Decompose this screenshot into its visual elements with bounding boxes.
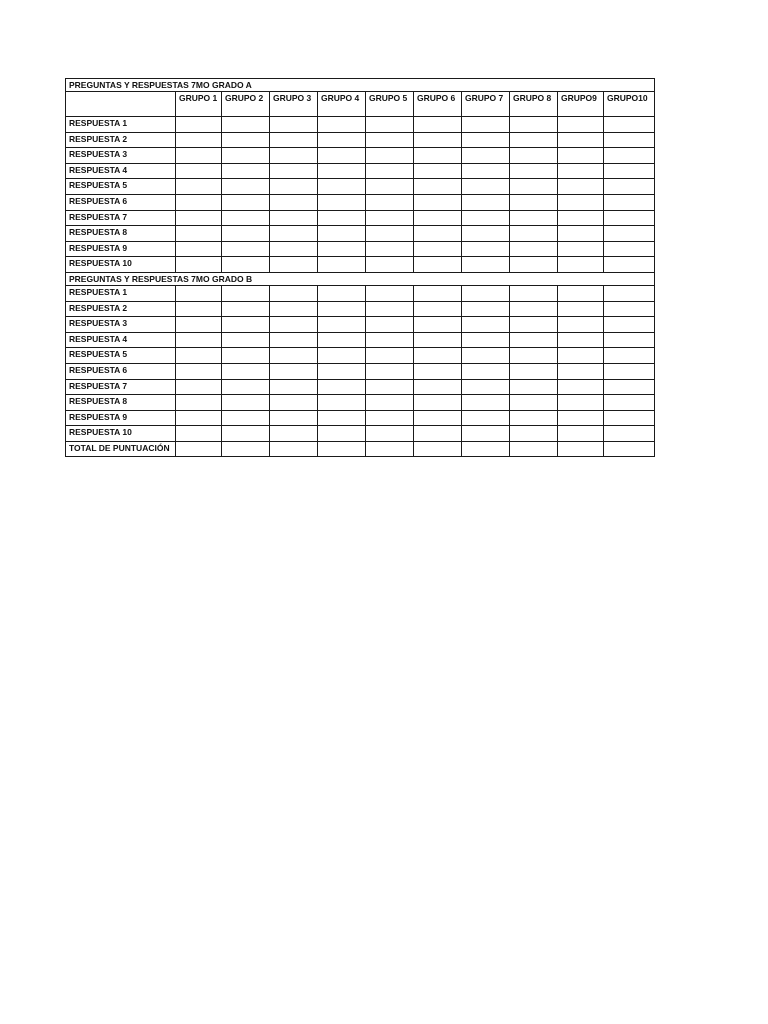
score-cell[interactable] <box>318 285 366 301</box>
score-cell[interactable] <box>510 441 558 457</box>
score-cell[interactable] <box>318 163 366 179</box>
score-cell[interactable] <box>604 285 655 301</box>
score-cell[interactable] <box>318 348 366 364</box>
score-cell[interactable] <box>222 348 270 364</box>
score-cell[interactable] <box>462 363 510 379</box>
score-cell[interactable] <box>318 194 366 210</box>
score-cell[interactable] <box>318 117 366 133</box>
score-cell[interactable] <box>366 194 414 210</box>
score-cell[interactable] <box>318 241 366 257</box>
score-cell[interactable] <box>270 363 318 379</box>
score-cell[interactable] <box>222 210 270 226</box>
score-cell[interactable] <box>270 441 318 457</box>
row-label: RESPUESTA 2 <box>66 301 176 317</box>
section-a-row <box>66 179 655 195</box>
score-cell[interactable] <box>366 348 414 364</box>
score-cell[interactable] <box>176 117 222 133</box>
section-b-row <box>66 301 655 317</box>
group-header-cell: GRUPO 2 <box>222 92 270 117</box>
score-cell[interactable] <box>270 179 318 195</box>
group-header-cell: GRUPO 5 <box>366 92 414 117</box>
score-cell[interactable] <box>510 301 558 317</box>
section-b-row <box>66 332 655 348</box>
score-cell[interactable] <box>366 210 414 226</box>
row-label: RESPUESTA 6 <box>66 194 176 210</box>
row-label: RESPUESTA 8 <box>66 226 176 242</box>
score-cell[interactable] <box>318 441 366 457</box>
score-cell[interactable] <box>176 163 222 179</box>
score-cell[interactable] <box>366 410 414 426</box>
score-cell[interactable] <box>366 317 414 333</box>
score-cell[interactable] <box>270 226 318 242</box>
row-label: RESPUESTA 4 <box>66 163 176 179</box>
score-cell[interactable] <box>604 441 655 457</box>
row-label: RESPUESTA 9 <box>66 241 176 257</box>
score-cell[interactable] <box>604 210 655 226</box>
score-cell[interactable] <box>318 226 366 242</box>
score-cell[interactable] <box>414 363 462 379</box>
score-cell[interactable] <box>414 132 462 148</box>
score-cell[interactable] <box>462 379 510 395</box>
score-cell[interactable] <box>462 179 510 195</box>
score-cell[interactable] <box>462 210 510 226</box>
score-cell[interactable] <box>176 363 222 379</box>
score-cell[interactable] <box>414 301 462 317</box>
score-cell[interactable] <box>558 363 604 379</box>
score-cell[interactable] <box>604 348 655 364</box>
score-cell[interactable] <box>558 301 604 317</box>
score-cell[interactable] <box>176 210 222 226</box>
score-cell[interactable] <box>222 317 270 333</box>
section-b-title <box>66 272 655 285</box>
group-header-cell: GRUPO 8 <box>510 92 558 117</box>
score-cell[interactable] <box>462 441 510 457</box>
score-cell[interactable] <box>222 194 270 210</box>
score-cell[interactable] <box>558 317 604 333</box>
group-header-cell: GRUPO 7 <box>462 92 510 117</box>
score-cell[interactable] <box>222 285 270 301</box>
section-a-title-text: PREGUNTAS Y RESPUESTAS 7MO GRADO A <box>66 79 655 92</box>
score-cell[interactable] <box>176 226 222 242</box>
score-cell[interactable] <box>604 257 655 273</box>
score-cell[interactable] <box>222 257 270 273</box>
score-cell[interactable] <box>414 226 462 242</box>
group-header-cell: GRUPO 3 <box>270 92 318 117</box>
score-cell[interactable] <box>366 441 414 457</box>
score-cell[interactable] <box>270 241 318 257</box>
score-table <box>65 78 655 457</box>
score-cell[interactable] <box>270 332 318 348</box>
score-cell[interactable] <box>510 363 558 379</box>
score-cell[interactable] <box>510 317 558 333</box>
row-label: RESPUESTA 5 <box>66 179 176 195</box>
score-cell[interactable] <box>414 179 462 195</box>
score-cell[interactable] <box>604 301 655 317</box>
score-cell[interactable] <box>462 148 510 164</box>
score-cell[interactable] <box>462 332 510 348</box>
score-cell[interactable] <box>414 241 462 257</box>
row-label: RESPUESTA 2 <box>66 132 176 148</box>
score-cell[interactable] <box>510 210 558 226</box>
score-cell[interactable] <box>604 117 655 133</box>
score-cell[interactable] <box>604 194 655 210</box>
section-b-row <box>66 426 655 442</box>
score-cell[interactable] <box>222 241 270 257</box>
group-header-cell: GRUPO 6 <box>414 92 462 117</box>
row-label: RESPUESTA 1 <box>66 285 176 301</box>
score-cell[interactable] <box>318 132 366 148</box>
score-cell[interactable] <box>270 148 318 164</box>
score-cell[interactable] <box>414 210 462 226</box>
score-cell[interactable] <box>558 332 604 348</box>
score-cell[interactable] <box>176 241 222 257</box>
score-cell[interactable] <box>414 348 462 364</box>
score-cell[interactable] <box>366 241 414 257</box>
score-cell[interactable] <box>270 285 318 301</box>
score-cell[interactable] <box>222 226 270 242</box>
row-label: RESPUESTA 10 <box>66 426 176 442</box>
score-cell[interactable] <box>462 257 510 273</box>
score-cell[interactable] <box>510 410 558 426</box>
score-table-body <box>66 79 655 457</box>
score-cell[interactable] <box>176 395 222 411</box>
score-cell[interactable] <box>176 257 222 273</box>
score-cell[interactable] <box>270 426 318 442</box>
score-cell[interactable] <box>510 285 558 301</box>
score-cell[interactable] <box>222 332 270 348</box>
score-cell[interactable] <box>510 179 558 195</box>
score-cell[interactable] <box>414 285 462 301</box>
score-cell[interactable] <box>558 241 604 257</box>
score-cell[interactable] <box>176 179 222 195</box>
score-cell[interactable] <box>176 194 222 210</box>
score-cell[interactable] <box>222 179 270 195</box>
row-label: RESPUESTA 5 <box>66 348 176 364</box>
score-cell[interactable] <box>222 301 270 317</box>
score-cell[interactable] <box>604 410 655 426</box>
score-cell[interactable] <box>604 363 655 379</box>
score-cell[interactable] <box>222 117 270 133</box>
score-cell[interactable] <box>510 148 558 164</box>
score-cell[interactable] <box>414 332 462 348</box>
score-cell[interactable] <box>222 395 270 411</box>
section-a-row <box>66 148 655 164</box>
score-cell[interactable] <box>510 132 558 148</box>
total-row <box>66 441 655 457</box>
score-cell[interactable] <box>462 194 510 210</box>
section-a-row <box>66 226 655 242</box>
score-cell[interactable] <box>318 317 366 333</box>
score-cell[interactable] <box>318 301 366 317</box>
section-a-row <box>66 117 655 133</box>
score-cell[interactable] <box>462 163 510 179</box>
score-cell[interactable] <box>462 395 510 411</box>
score-cell[interactable] <box>366 257 414 273</box>
score-cell[interactable] <box>176 441 222 457</box>
score-cell[interactable] <box>414 379 462 395</box>
score-cell[interactable] <box>270 210 318 226</box>
score-cell[interactable] <box>414 257 462 273</box>
score-cell[interactable] <box>558 226 604 242</box>
score-cell[interactable] <box>414 395 462 411</box>
score-cell[interactable] <box>510 395 558 411</box>
score-cell[interactable] <box>318 379 366 395</box>
score-cell[interactable] <box>270 395 318 411</box>
score-cell[interactable] <box>510 426 558 442</box>
score-cell[interactable] <box>366 179 414 195</box>
score-cell[interactable] <box>270 132 318 148</box>
row-label: RESPUESTA 7 <box>66 210 176 226</box>
score-cell[interactable] <box>222 426 270 442</box>
row-label: RESPUESTA 3 <box>66 317 176 333</box>
score-cell[interactable] <box>222 379 270 395</box>
section-a-row <box>66 257 655 273</box>
score-cell[interactable] <box>176 379 222 395</box>
row-label: RESPUESTA 3 <box>66 148 176 164</box>
score-cell[interactable] <box>270 317 318 333</box>
row-label: RESPUESTA 9 <box>66 410 176 426</box>
score-cell[interactable] <box>558 132 604 148</box>
score-cell[interactable] <box>510 194 558 210</box>
score-cell[interactable] <box>510 332 558 348</box>
score-cell[interactable] <box>414 426 462 442</box>
score-cell[interactable] <box>318 395 366 411</box>
score-cell[interactable] <box>558 348 604 364</box>
score-cell[interactable] <box>176 348 222 364</box>
score-cell[interactable] <box>414 317 462 333</box>
section-a-row <box>66 241 655 257</box>
group-header-cell: GRUPO9 <box>558 92 604 117</box>
score-cell[interactable] <box>366 285 414 301</box>
section-b-row <box>66 285 655 301</box>
score-cell[interactable] <box>176 132 222 148</box>
score-cell[interactable] <box>558 194 604 210</box>
section-b-row <box>66 348 655 364</box>
score-cell[interactable] <box>604 241 655 257</box>
score-cell[interactable] <box>558 441 604 457</box>
score-cell[interactable] <box>176 285 222 301</box>
score-cell[interactable] <box>366 332 414 348</box>
score-cell[interactable] <box>414 148 462 164</box>
section-b-title-text: PREGUNTAS Y RESPUESTAS 7MO GRADO B <box>66 272 655 285</box>
score-cell[interactable] <box>604 179 655 195</box>
row-label: RESPUESTA 7 <box>66 379 176 395</box>
row-label: RESPUESTA 10 <box>66 257 176 273</box>
score-cell[interactable] <box>558 426 604 442</box>
score-cell[interactable] <box>270 194 318 210</box>
row-label: RESPUESTA 6 <box>66 363 176 379</box>
group-header-cell: GRUPO 4 <box>318 92 366 117</box>
score-cell[interactable] <box>558 257 604 273</box>
score-cell[interactable] <box>318 332 366 348</box>
score-cell[interactable] <box>604 317 655 333</box>
score-cell[interactable] <box>604 132 655 148</box>
group-header-cell: GRUPO 1 <box>176 92 222 117</box>
group-header-row <box>66 92 655 117</box>
section-a-title <box>66 79 655 92</box>
score-cell[interactable] <box>318 148 366 164</box>
score-cell[interactable] <box>414 163 462 179</box>
score-cell[interactable] <box>270 410 318 426</box>
score-cell[interactable] <box>176 410 222 426</box>
score-cell[interactable] <box>270 348 318 364</box>
score-cell[interactable] <box>414 194 462 210</box>
score-cell[interactable] <box>222 363 270 379</box>
score-cell[interactable] <box>318 210 366 226</box>
score-cell[interactable] <box>366 363 414 379</box>
section-b-row <box>66 363 655 379</box>
score-cell[interactable] <box>510 257 558 273</box>
section-b-row <box>66 379 655 395</box>
score-cell[interactable] <box>462 301 510 317</box>
score-cell[interactable] <box>558 117 604 133</box>
score-cell[interactable] <box>318 363 366 379</box>
score-cell[interactable] <box>222 148 270 164</box>
score-cell[interactable] <box>366 395 414 411</box>
section-b-row <box>66 395 655 411</box>
score-cell[interactable] <box>414 410 462 426</box>
score-cell[interactable] <box>414 441 462 457</box>
row-label: TOTAL DE PUNTUACIÓN <box>66 441 176 457</box>
score-cell[interactable] <box>462 426 510 442</box>
score-cell[interactable] <box>318 257 366 273</box>
score-cell[interactable] <box>318 179 366 195</box>
score-cell[interactable] <box>366 117 414 133</box>
score-cell[interactable] <box>222 410 270 426</box>
score-cell[interactable] <box>176 148 222 164</box>
score-cell[interactable] <box>270 301 318 317</box>
score-cell[interactable] <box>414 117 462 133</box>
row-label: RESPUESTA 8 <box>66 395 176 411</box>
score-cell[interactable] <box>176 301 222 317</box>
score-cell[interactable] <box>604 379 655 395</box>
score-cell[interactable] <box>462 285 510 301</box>
score-cell[interactable] <box>318 410 366 426</box>
section-b-row <box>66 317 655 333</box>
section-a-row <box>66 210 655 226</box>
section-a-row <box>66 194 655 210</box>
row-label: RESPUESTA 1 <box>66 117 176 133</box>
score-cell[interactable] <box>462 317 510 333</box>
score-cell[interactable] <box>366 226 414 242</box>
score-cell[interactable] <box>558 148 604 164</box>
score-cell[interactable] <box>270 163 318 179</box>
score-cell[interactable] <box>270 257 318 273</box>
score-cell[interactable] <box>510 348 558 364</box>
header-blank-cell <box>66 92 176 117</box>
score-cell[interactable] <box>222 163 270 179</box>
score-cell[interactable] <box>510 226 558 242</box>
score-cell[interactable] <box>366 301 414 317</box>
score-cell[interactable] <box>558 179 604 195</box>
score-cell[interactable] <box>510 241 558 257</box>
score-cell[interactable] <box>558 163 604 179</box>
section-a-row <box>66 132 655 148</box>
score-cell[interactable] <box>366 426 414 442</box>
score-cell[interactable] <box>270 117 318 133</box>
score-cell[interactable] <box>366 163 414 179</box>
score-cell[interactable] <box>318 426 366 442</box>
score-cell[interactable] <box>462 241 510 257</box>
score-cell[interactable] <box>510 117 558 133</box>
score-cell[interactable] <box>366 132 414 148</box>
row-label: RESPUESTA 4 <box>66 332 176 348</box>
score-cell[interactable] <box>558 395 604 411</box>
score-cell[interactable] <box>604 163 655 179</box>
section-a-row <box>66 163 655 179</box>
score-cell[interactable] <box>176 317 222 333</box>
score-cell[interactable] <box>604 148 655 164</box>
score-cell[interactable] <box>510 379 558 395</box>
score-cell[interactable] <box>462 348 510 364</box>
score-cell[interactable] <box>366 379 414 395</box>
score-cell[interactable] <box>176 426 222 442</box>
score-cell[interactable] <box>604 332 655 348</box>
score-cell[interactable] <box>558 379 604 395</box>
score-cell[interactable] <box>270 379 318 395</box>
score-cell[interactable] <box>462 226 510 242</box>
score-cell[interactable] <box>604 226 655 242</box>
score-cell[interactable] <box>510 163 558 179</box>
score-cell[interactable] <box>462 410 510 426</box>
score-cell[interactable] <box>558 210 604 226</box>
score-cell[interactable] <box>462 117 510 133</box>
score-cell[interactable] <box>558 410 604 426</box>
score-cell[interactable] <box>222 441 270 457</box>
score-cell[interactable] <box>604 395 655 411</box>
score-cell[interactable] <box>222 132 270 148</box>
group-header-cell: GRUPO10 <box>604 92 655 117</box>
score-cell[interactable] <box>558 285 604 301</box>
score-cell[interactable] <box>176 332 222 348</box>
score-cell[interactable] <box>366 148 414 164</box>
score-cell[interactable] <box>462 132 510 148</box>
section-b-row <box>66 410 655 426</box>
score-cell[interactable] <box>604 426 655 442</box>
